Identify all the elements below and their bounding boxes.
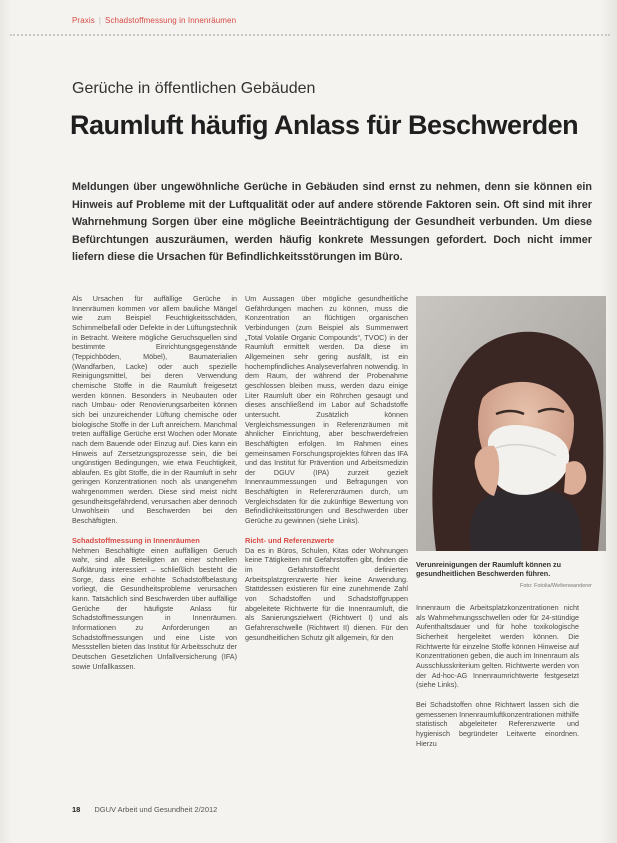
column-1-paragraph-1: Als Ursachen für auffällige Gerüche in Innenräumen kommen vor allem bauliche Mängel wie zum Beispiel Feuchtigkeitsschäden, Schimmelbefall oder Defekte in der Lüftungstechnik in Betracht. Weitere mögliche Geruchsquellen sind bestimmte Einrichtungsgegenstände (Teppichböden, Möbel), Baumaterialien (Wandfarben, Lacke) oder auch spezielle Reinigungsmittel, bei deren Verwendung chemische Stoffe in die Raumluft freigesetzt werden können. Besonders in Neubauten oder nach Umbau- oder Renovierungsarbeiten können sich bei unzureichender Lüftung chemische oder biologische Stoffe in der Luft anreichern. Manchmal treten auffällige Gerüche erst Wochen oder Monate nach dem Bauende oder Einzug auf. Dies kann ein Hinweis auf Zersetzungsprozesse sein, die bei ungünstigen Bedingungen, wie etwa Feuchtigkeit, ablaufen. Es gibt Stoffe, die in der Raumluft in sehr geringen Konzentrationen noch als unangenehm wahrgenommen werden. Diese sind meist nicht gesundheitsgefährdend, verursachen aber dennoch Unwohlsein und Beschwerden bei den Beschäftigten. xyxy=(72,294,237,526)
page-number: 18 xyxy=(72,805,81,814)
column-2-paragraph-1: Um Aussagen über mögliche gesundheitliche Gefährdungen machen zu können, muss die Konzentration an flüchtigen organischen Verbindungen (zum Beispiel als Summenwert „Total Volatile Organic Compounds“, TVOC) in der Raumluft ermittelt werden. Da diese im Allgemeinen sehr gering ausfällt, ist ein hochempfindliches Analyseverfahren notwendig. In dem Raum, der während der Probenahme geschlossen bleiben muss, werden dazu einige Liter Raumluft über ein Röhrchen gesaugt und dieses anschließend im Labor auf Schadstoffe untersucht. Zusätzlich können Vergleichsmessungen in Referenzräumen mit ähnlicher Einrichtung, aber beschwerdefreien Beschäftigten erfolgen. Im Rahmen eines gemeinsamen Forschungsprojektes führen das IFA und das Institut für Prävention und Arbeitsmedizin der DGUV (IPA) zurzeit gezielt Innenraummessungen und Befragungen von Beschäftigten in Referenzräumen durch, um Vergleichsdaten für die zukünftige Bewertung von Befindlichkeitsstörungen und Beschwerden über Gerüche zu gewinnen (siehe Links). xyxy=(245,294,408,526)
photo-credit: Foto: Fotolia/Weltenwanderer xyxy=(519,583,592,589)
running-head-section: Praxis xyxy=(72,16,95,25)
article-lead xyxy=(72,179,592,267)
lead-paragraph: Meldungen über ungewöhnliche Gerüche in Gebäuden sind ernst zu nehmen, denn sie können ein Hinweis auf Probleme mit der Luftqualität oder auf andere störende Faktoren sein. Oft sind mit ihrer Wahrnehmung Sorgen über eine mögliche Beeinträchtigung der Gesundheit verbunden. Um diese Befürchtungen auszuräumen, werden häufig konkrete Messungen gefordert. Doch nicht immer liefern diese die Ursachen für Befindlichkeitsstörungen im Büro. xyxy=(72,181,592,263)
running-head-topic: Schadstoffmessung in Innenräumen xyxy=(105,16,237,25)
page-footer xyxy=(72,805,217,814)
column-3-paragraph-1: Innenraum die Arbeitsplatzkonzentrationen nicht als Wahrnehmungsschwellen oder für 24-stündige Aufenthaltsdauer und für hohe toxikologische Sicherheit hergeleitet werden können. Die Richtwerte für einzelne Stoffe können Hinweise auf Konzentrationen geben, die auch im Innenraum als Ausschlusskriterium gelten. Richtwerte werden von der Ad-hoc-AG Innenraumrichtwerte festgesetzt (siehe Links). xyxy=(416,603,579,690)
photo-caption: Verunreinigungen der Raumluft können zu gesundheitlichen Beschwerden führen. xyxy=(416,560,561,578)
running-head xyxy=(72,16,236,25)
photo-woman-sneezing xyxy=(416,296,606,551)
photo-illustration xyxy=(416,296,606,551)
text-column-1 xyxy=(72,294,237,671)
subheading-richtwerte: Richt- und Referenzwerte xyxy=(245,535,335,545)
article-headline: Raumluft häufig Anlass für Beschwerden xyxy=(70,110,579,140)
article-kicker: Gerüche in öffentlichen Gebäuden xyxy=(72,80,316,97)
subheading-schadstoffmessung: Schadstoffmessung in Innenräumen xyxy=(72,535,200,545)
running-head-separator: | xyxy=(98,16,102,25)
column-1-paragraph-2: Nehmen Beschäftigte einen auffälligen Geruch wahr, sind alle Beteiligten an einer schnellen Aufklärung interessiert – schließlich besteht die Sorge, dass eine erhöhte Schadstoffbelastung vorliegt, die Gesundheitsprobleme verursachen kann. Tatsächlich sind Beschwerden über auffällige Gerüche der häufigste Anlass für Schadstoffmessungen in Innenräumen. Informationen zu Anforderungen an Schadstoffmessungen und eine Liste von Messstellen bieten das Institut für Arbeitsschutz der Deutschen Gesetzlichen Unfallversicherung (IFA) sowie Unfallkassen. xyxy=(72,545,237,671)
column-3-paragraph-2: Bei Schadstoffen ohne Richtwert lassen sich die gemessenen Innenraumluftkonzentrationen mithilfe statistisch abgeleiteter Referenzwerte und hygienisch begründeter Leitwerte einordnen. Hierzu xyxy=(416,699,580,748)
text-column-3 xyxy=(416,603,579,748)
dotted-rule xyxy=(10,34,610,36)
column-2-paragraph-2: Da es in Büros, Schulen, Kitas oder Wohnungen keine Tätigkeiten mit Gefahrstoffen gibt, finden die im Gefahrstoffrecht definierten Arbeitsplatzgrenzwerte hier keine Anwendung. Stattdessen existieren für eine zunehmende Zahl von Schadstoffen und Schadstoffgruppen abgeleitete Richtwerte für die Innenraumluft, die als Sanierungszielwert (Richtwert I) und als Gefahrenschwelle (Richtwert II) dienen. Für den gesundheitlichen Schutz gilt allgemein, für den xyxy=(245,545,408,642)
publication-name: DGUV Arbeit und Gesundheit 2/2012 xyxy=(94,805,218,814)
text-column-2 xyxy=(245,294,408,642)
